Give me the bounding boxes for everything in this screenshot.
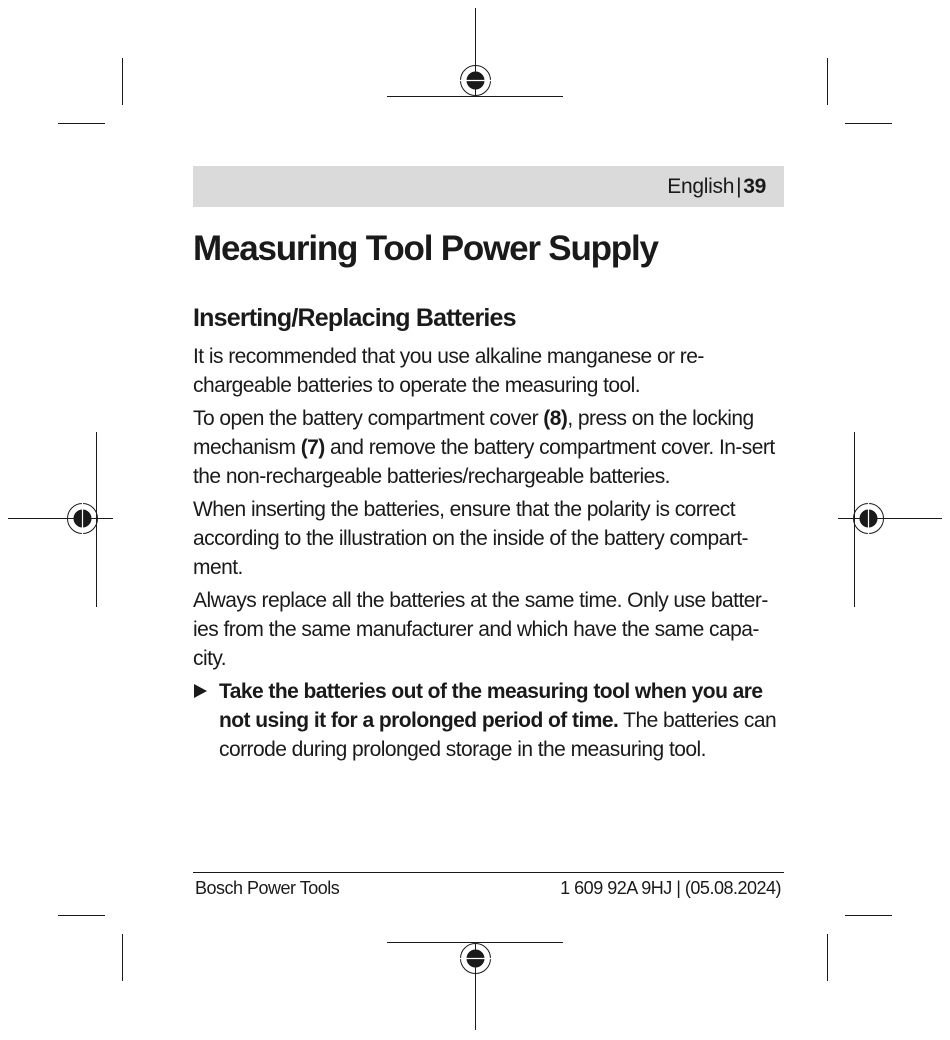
page-number: 39 xyxy=(743,175,766,198)
paragraph-open-compartment xyxy=(193,404,788,491)
paragraph-polarity: When inserting the batteries, ensure that the polarity is correct according to the illustration on the inside of the battery compart-ment. xyxy=(193,498,748,579)
paragraph-recommendation: It is recommended that you use alkaline manganese or re-chargeable batteries to operate the measuring tool. xyxy=(193,345,704,397)
reference-number: (7) xyxy=(300,436,325,459)
registration-mark-left xyxy=(8,432,113,607)
page-title: Measuring Tool Power Supply xyxy=(193,229,658,268)
section-heading: Inserting/Replacing Batteries xyxy=(193,304,516,332)
warning-bold-text: Take the batteries out of the measuring tool when you are not using it for a prolonged period of time. xyxy=(219,680,763,732)
header-language: English xyxy=(667,175,735,198)
bullet-triangle-icon xyxy=(194,684,207,698)
footer-doc-id: 1 609 92A 9HJ | (05.08.2024) xyxy=(560,878,781,898)
paragraph-text: To open the battery compartment cover xyxy=(193,407,544,430)
paragraph-text: , press on the locking mechanism xyxy=(193,407,754,459)
header-text xyxy=(667,175,766,199)
main-content xyxy=(193,226,788,764)
page-footer xyxy=(193,872,784,898)
reference-number: (8) xyxy=(543,407,568,430)
paragraph-replace-all: Always replace all the batteries at the same time. Only use batter-ies from the same manufacturer and which have the same capa-city. xyxy=(193,589,768,670)
footer-company: Bosch Power Tools xyxy=(195,878,340,898)
warning-bullet xyxy=(193,677,788,764)
registration-mark-right xyxy=(838,432,942,607)
header-separator: | xyxy=(736,175,742,198)
paragraph-text: and remove the battery compartment cover. In-sert the non-rechargeable batteries/rechargeable batteries. xyxy=(193,436,775,488)
registration-mark-top xyxy=(387,8,563,97)
warning-text: The batteries can corrode during prolonged storage in the measuring tool. xyxy=(219,709,777,761)
page-header xyxy=(193,166,784,207)
registration-mark-bottom xyxy=(387,942,563,1030)
